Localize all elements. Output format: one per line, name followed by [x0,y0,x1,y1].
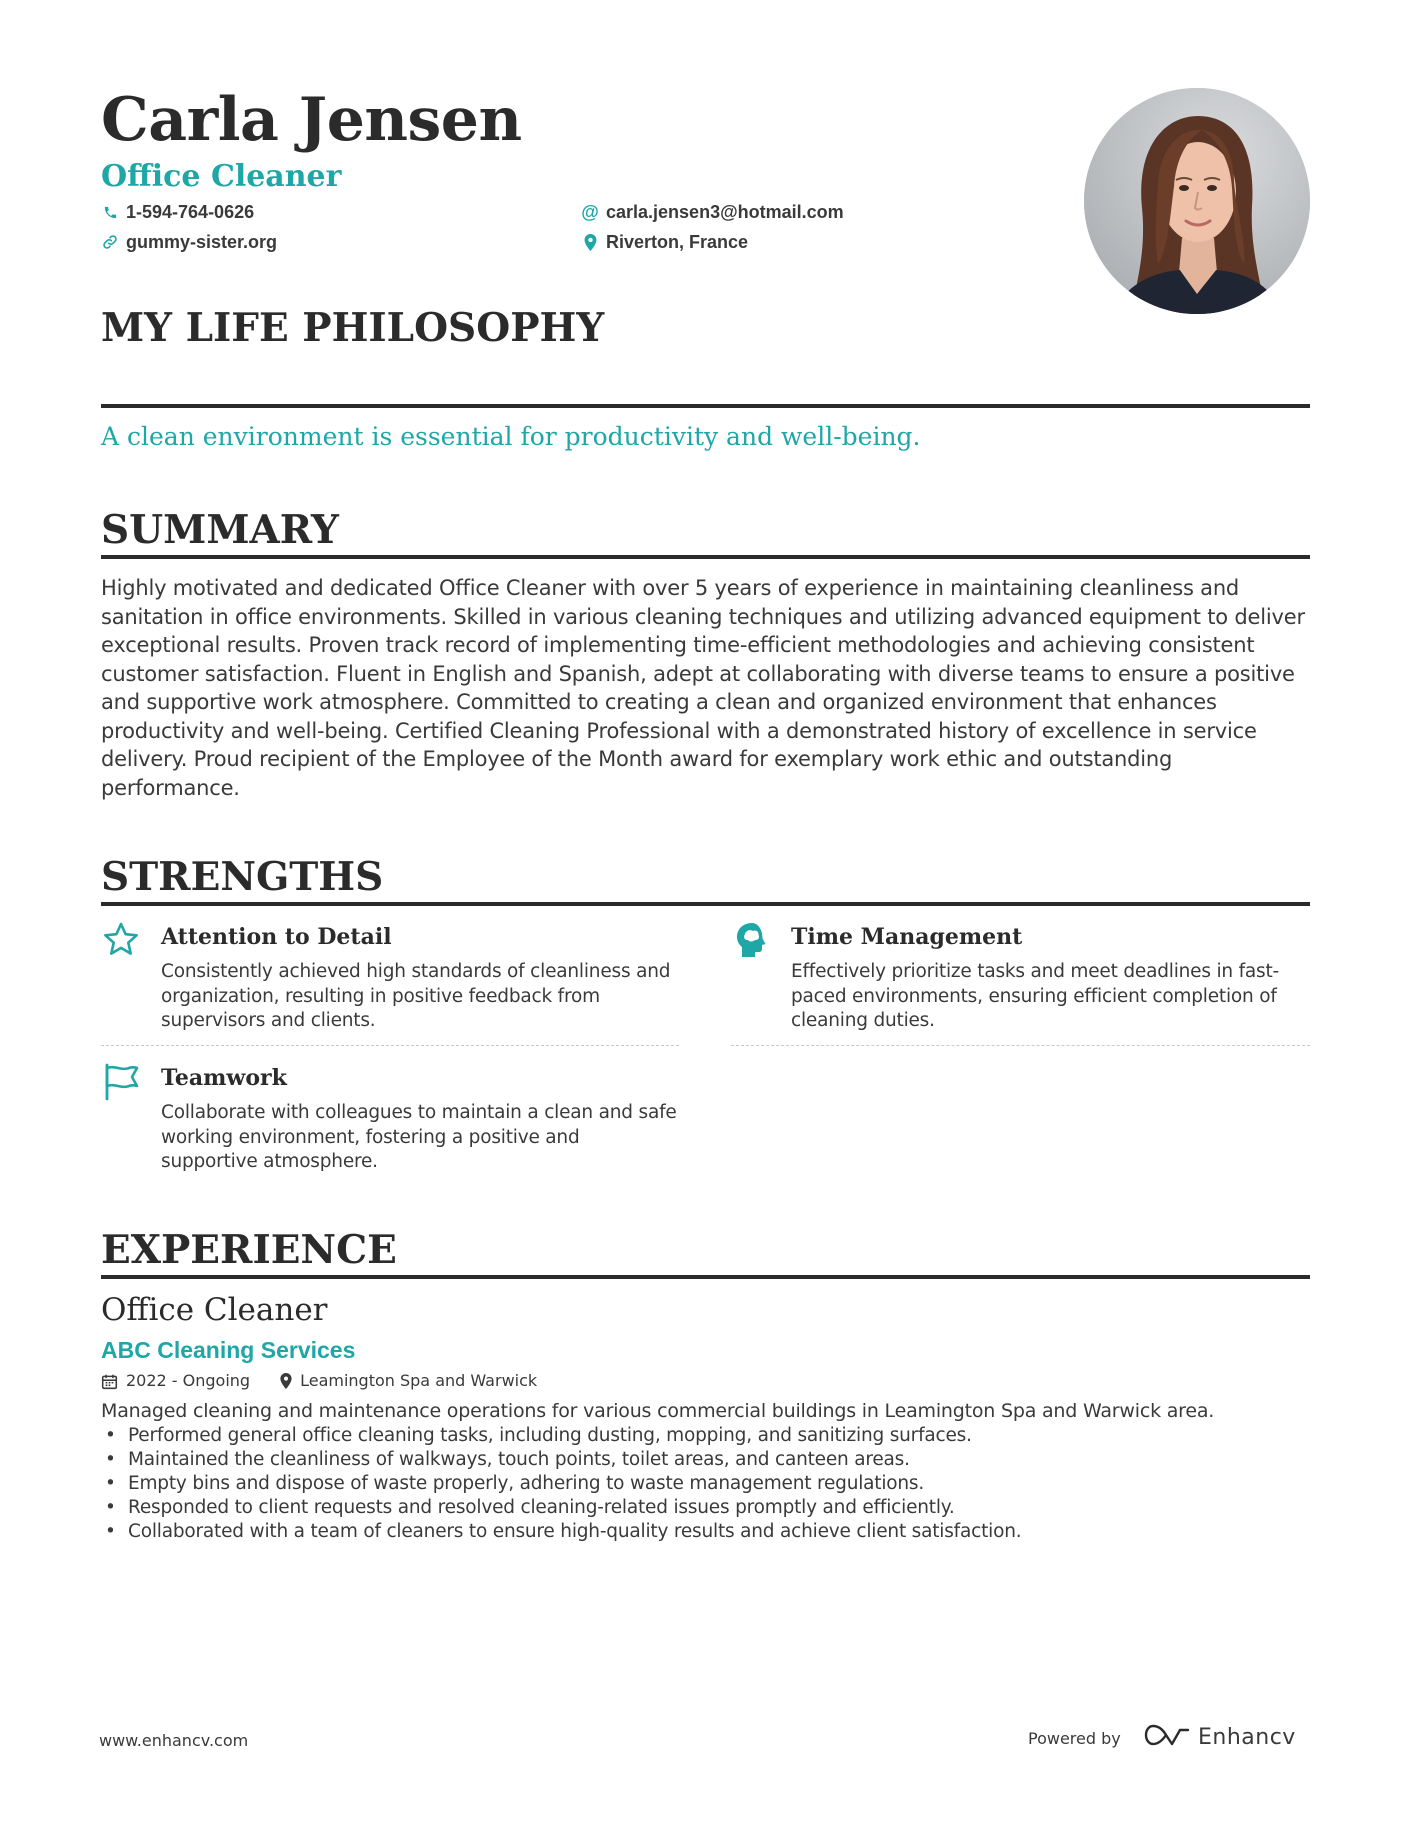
job-location: Leamington Spa and Warwick [300,1371,538,1390]
strength-description: Collaborate with colleagues to maintain a clean and safe working environment, fostering a positive and supportive atmosphere. [161,1102,677,1172]
section-title-summary: SUMMARY [101,507,339,553]
section-title-experience: EXPERIENCE [101,1227,397,1273]
contact-website[interactable] [101,231,277,253]
phone-number: 1-594-764-0626 [126,202,255,222]
head-brain-icon [731,920,771,960]
at-sign-icon: @ [581,202,599,222]
philosophy-quote: A clean environment is essential for productivity and well-being. [101,422,921,451]
calendar-icon [101,1373,118,1390]
candidate-role: Office Cleaner [101,159,342,194]
flag-icon [101,1061,141,1101]
location-pin-icon [581,233,599,251]
job-description: Managed cleaning and maintenance operations for various commercial buildings in Leamington Spa and Warwick area. [101,1400,1215,1422]
strength-separator [101,1045,679,1046]
section-divider [101,404,1310,408]
section-divider [101,555,1310,559]
job-bullet: • Collaborated with a team of cleaners to ensure high-quality results and achieve client satisfaction. [101,1520,1021,1544]
website-link: gummy-sister.org [126,232,278,252]
link-icon [101,233,119,251]
location-pin-icon [280,1373,292,1389]
job-title: Office Cleaner [101,1292,328,1328]
job-meta [101,1370,537,1392]
section-divider [101,1275,1310,1279]
contact-phone[interactable] [101,201,254,223]
candidate-name: Carla Jensen [101,85,522,155]
job-bullet-list [101,1424,1021,1544]
section-title-philosophy: MY LIFE PHILOSOPHY [101,305,605,351]
job-bullet: • Maintained the cleanliness of walkways, touch points, toilet areas, and canteen areas. [101,1448,1021,1472]
contact-location [581,231,748,253]
enhancv-logo-text: Enhancv [1198,1724,1296,1750]
star-icon [101,920,141,960]
strength-separator [731,1045,1310,1046]
strength-title: Attention to Detail [161,924,392,950]
strength-title: Time Management [791,924,1023,950]
job-bullet: • Empty bins and dispose of waste properly, adhering to waste management regulations. [101,1472,1021,1496]
strength-description: Consistently achieved high standards of cleanliness and organization, resulting in positive feedback from supervisors and clients. [161,961,671,1031]
strength-title: Teamwork [161,1065,287,1091]
section-title-strengths: STRENGTHS [101,854,384,900]
section-divider [101,902,1310,906]
contact-email[interactable] [581,201,844,223]
job-dates: 2022 - Ongoing [126,1371,251,1390]
email-address: carla.jensen3@hotmail.com [606,202,844,222]
footer-website-link[interactable]: www.enhancv.com [99,1731,249,1750]
strength-description: Effectively prioritize tasks and meet deadlines in fast-paced environments, ensuring efficient completion of cleaning duties. [791,961,1280,1031]
summary-text: Highly motivated and dedicated Office Cleaner with over 5 years of experience in maintaining cleanliness and sanitation in office environments. Skilled in various cleaning techniques and utilizing advanced equipment to deliver exceptional results. Proven track record of implementing time-efficient methodologies and achieving consistent customer satisfaction. Fluent in English and Spanish, adept at collaborating with diverse teams to ensure a positive and supportive work atmosphere. Committed to creating a clean and organized environment that enhances productivity and well-being. Certified Cleaning Professional with a demonstrated history of excellence in service delivery. Proud recipient of the Employee of the Month award for exemplary work ethic and outstanding performance. [101,576,1305,800]
enhancv-logo[interactable] [1144,1722,1296,1753]
footer-powered-by: Powered by [1028,1729,1121,1748]
job-bullet: • Performed general office cleaning tasks, including dusting, mopping, and sanitizing surfaces. [101,1424,1021,1448]
enhancv-logo-icon [1144,1722,1190,1753]
profile-photo [1084,88,1310,314]
job-bullet: • Responded to client requests and resolved cleaning-related issues promptly and efficiently. [101,1496,1021,1520]
location-text: Riverton, France [606,232,749,252]
phone-icon [101,203,119,221]
job-company: ABC Cleaning Services [101,1337,356,1363]
